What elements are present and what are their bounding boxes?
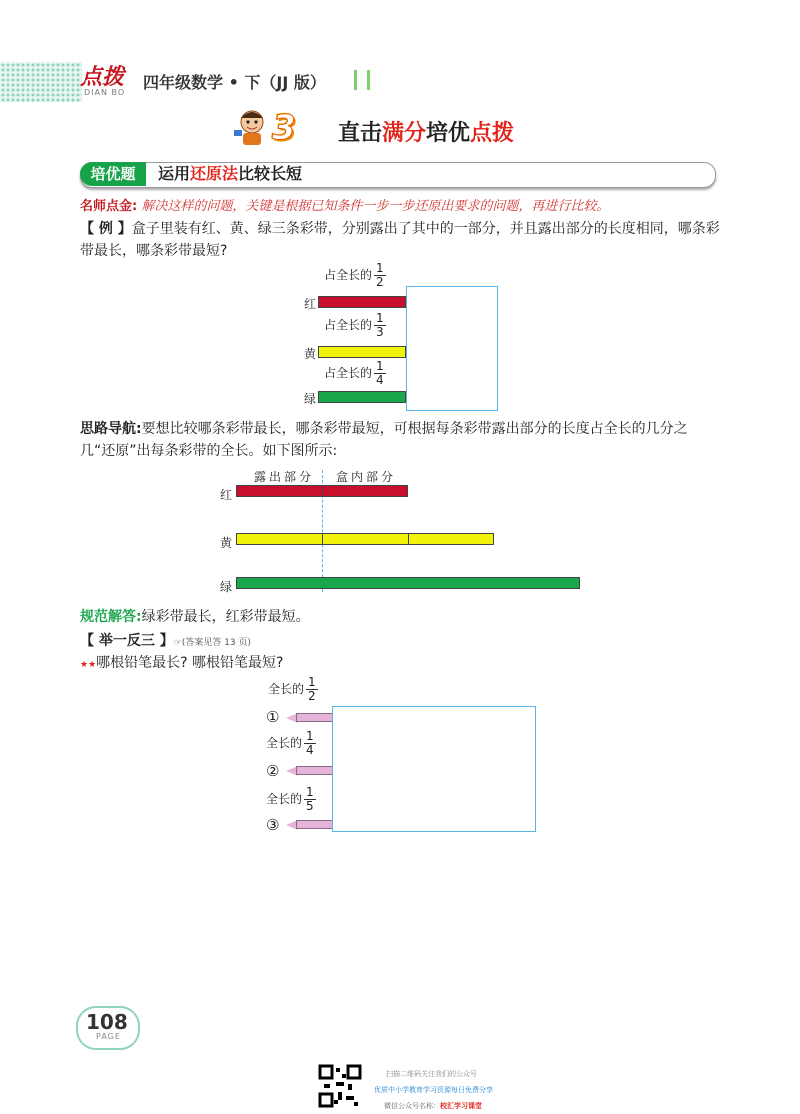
- ribbon-red: [318, 296, 406, 308]
- figure-pencils: [262, 676, 542, 836]
- idea-text: [80, 418, 720, 462]
- figure-ribbons: [300, 262, 510, 414]
- tip-body: 解决这样的问题，关键是根据已知条件一步一步还原出要求的问题，再进行比较。: [141, 199, 610, 214]
- figure-restored: [210, 468, 590, 593]
- book-title: 四年级数学 • 下（JJ 版）: [143, 73, 326, 92]
- tip-label: 名师点金:: [80, 199, 138, 214]
- restored-green: [236, 577, 580, 589]
- idea-label: 思路导航:: [80, 421, 142, 437]
- brand-logo: 点拨: [80, 64, 125, 90]
- ribbon-yellow-label: 黄: [304, 347, 317, 361]
- difficulty-stars: ★★: [80, 660, 97, 670]
- page-number: 108: [86, 1010, 128, 1034]
- pencil-3-mark: ③: [266, 816, 280, 834]
- ribbon-yellow: [318, 346, 406, 358]
- topic-tag: 培优题: [80, 162, 146, 186]
- footer-line-3: 微信公众号名称：校汇学习课堂: [384, 1102, 482, 1110]
- teacher-tip: [80, 198, 609, 216]
- pencil-3: [296, 820, 336, 829]
- pencil-2-mark: ②: [266, 762, 280, 780]
- brand-logo-sub: DIAN BO: [84, 88, 126, 97]
- row-yellow-label: 黄: [220, 536, 233, 550]
- qr-code-icon[interactable]: [318, 1064, 362, 1108]
- ribbon-green: [318, 391, 406, 403]
- header-dot-pattern: [0, 62, 82, 102]
- answer-note: ☞(答案见答 13 页): [173, 638, 252, 648]
- section-number: 3: [272, 108, 296, 148]
- example-body: 盒子里装有红、黄、绿三条彩带，分别露出了其中的一部分，并且露出部分的长度相同，哪条彩带最长，哪条彩带最短?: [80, 221, 720, 259]
- example-text: [80, 218, 720, 262]
- restored-yellow: [236, 533, 494, 545]
- row-red-label: 红: [220, 488, 233, 502]
- ribbon-red-caption: 占全长的 $\frac{1}{2}$: [324, 261, 384, 289]
- row-green-label: 绿: [220, 580, 233, 594]
- pencil-1-caption: 全长的 $\frac{1}{2}$: [268, 675, 316, 703]
- practice-question: ★★哪根铅笔最长? 哪根铅笔最短?: [80, 655, 284, 671]
- label-exposed: 露出部分: [254, 470, 315, 484]
- answer-label: 规范解答:: [80, 609, 142, 625]
- segment-tick: [322, 533, 323, 545]
- ribbon-yellow-caption: 占全长的 $\frac{1}{3}$: [324, 311, 384, 339]
- answer-text: [80, 606, 310, 628]
- header-divider: [354, 70, 370, 90]
- pencil-1-mark: ①: [266, 708, 280, 726]
- practice-heading: 【 举一反三 】☞(答案见答 13 页): [80, 633, 252, 649]
- example-label: 【 例 】: [80, 221, 132, 237]
- segment-tick: [322, 485, 323, 497]
- footer-line-1: 扫描二维码关注我们的公众号: [386, 1070, 477, 1078]
- label-inside: 盒内部分: [336, 470, 397, 484]
- pencil-3-caption: 全长的 $\frac{1}{5}$: [266, 785, 314, 813]
- ribbon-green-label: 绿: [304, 392, 317, 406]
- topic-title: 运用还原法比较长短: [158, 164, 303, 183]
- segment-tick: [408, 533, 409, 545]
- pencil-1: [296, 713, 336, 722]
- page-word: PAGE: [96, 1032, 121, 1041]
- ribbon-red-label: 红: [304, 297, 317, 311]
- section-title: 直击满分培优点拨: [338, 121, 515, 146]
- pencil-2-caption: 全长的 $\frac{1}{4}$: [266, 729, 314, 757]
- pencil-2: [296, 766, 336, 775]
- footer-line-2: 优质中小学教育学习资源每日免费分享: [374, 1086, 493, 1094]
- box: [406, 286, 498, 411]
- answer-body: 绿彩带最长，红彩带最短。: [141, 609, 310, 625]
- ribbon-green-caption: 占全长的 $\frac{1}{4}$: [324, 359, 384, 387]
- idea-body: 要想比较哪条彩带最长，哪条彩带最短，可根据每条彩带露出部分的长度占全长的几分之几“还原”出每条彩带的全长。如下图所示:: [80, 421, 688, 459]
- pencil-box: [332, 706, 536, 832]
